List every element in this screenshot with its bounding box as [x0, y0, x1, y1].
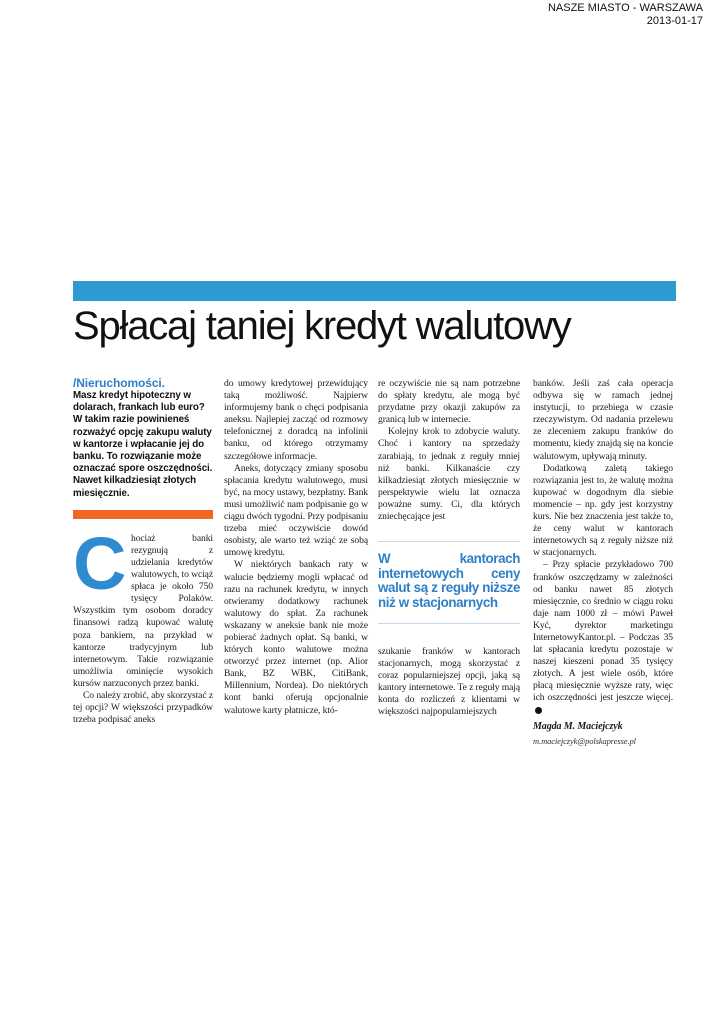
- drop-cap: C: [73, 521, 127, 605]
- body-paragraph: W niektórych bankach raty w walucie będziemy mogli wpłacać od razu na rachunek kredytu, w innych otwieramy dodatkowy rachunek walutowy do spłat. Za rachunek wskazany w aneksie bank nie może pobierać żadnych opłat. Są banki, w których konto walutowe można otworzyć przez internet (np. Alior Bank, BZ WBK, CitiBank, Millennium, Nordea). Do niektórych kont banki oferują opcjonalnie walutowe karty płatnicze, któ-: [224, 559, 368, 716]
- subhead-rule-top: [378, 541, 520, 542]
- title-accent-bar: [73, 281, 676, 301]
- body-start: [73, 521, 213, 690]
- subhead-rule-bottom: [378, 623, 520, 624]
- source-label: NASZE MIASTO - WARSZAWA: [547, 2, 703, 14]
- body-paragraph: Dodatkową zaletą takiego rozwiązania jest to, że walutę można kupować w dogodnym dla siebie momencie – np. gdy jest korzystny kurs. Nie bez znaczenia jest także to, że ceny walut w kantorach internetowych są z reguły niższe niż w stacjonarnych.: [533, 462, 673, 559]
- column-2: [224, 378, 368, 717]
- body-paragraph: hociaż banki rezygnują z udzielania kredytów walutowych, to wciąż spłaca je około 750 tysięcy Polaków. Wszystkim tym osobom doradcy finansowi radzą kupować walutę poza bankiem, na przykład w kantorze tradycyjnym lub internetowym. Takie rozwiązanie umożliwia ominięcie wysokich kursów narzuconych przez banki.: [73, 532, 213, 689]
- body-paragraph: re oczywiście nie są nam potrzebne do spłaty kredytu, ale mogą być przydatne przy okazji zakupów za granicą lub w internecie.: [378, 378, 520, 426]
- date-label: 2013-01-17: [646, 15, 703, 27]
- body-paragraph: Aneks, dotyczący zmiany sposobu spłacania kredytu walutowego, musi być, na mocy ustawy, bezpłatny. Bank musi umożliwić nam podpisanie go w ciągu dwóch tygodni. Przy podpisaniu trzeba mieć oczywiście dowód osobisty, ale warto też wziąć ze sobą umowę kredytu.: [224, 462, 368, 559]
- body-paragraph: do umowy kredytowej przewidujący taką możliwość. Najpierw informujemy bank o chęci podpisania aneksu. Najlepiej zacząć od rozmowy telefonicznej z doradcą na infolinii banku, od którego otrzymamy szczegółowe informacje.: [224, 378, 368, 462]
- body-paragraph: Kolejny krok to zdobycie waluty. Choć i kantory na sprzedaży zarabiają, to jednak z reguły mniej niż banki. Kilkanaście czy kilkadziesiąt złotych miesięcznie w perspektywie wielu lat oznacza poważne sumy. Ci, dla których zniechęcające jest: [378, 426, 520, 523]
- column-4: [533, 378, 673, 747]
- body-paragraph: Co należy zrobić, aby skorzystać z tej opcji? W większości przypadków trzeba podpisać aneks: [73, 690, 213, 726]
- author-name: Magda M. Maciejczyk: [533, 720, 623, 732]
- body-paragraph: [533, 559, 673, 716]
- article-lead: Masz kredyt hipoteczny w dolarach, frankach lub euro? W takim razie powinieneś rozważyć opcję zakupu waluty w kantorze i wpłacanie jej do banku. To rozwiązanie może oznaczać spore oszczędności. Nawet kilkadziesiąt złotych miesięcznie.: [73, 390, 213, 499]
- author-email: m.maciejczyk@polskapresse.pl: [533, 735, 636, 746]
- end-mark-icon: [535, 707, 542, 714]
- column-1: [73, 376, 213, 726]
- subheading: W kantorach internetowych ceny walut są z reguły niższe niż w stacjonarnych: [378, 551, 520, 610]
- lead-separator-bar: [73, 510, 213, 519]
- page-header: [548, 2, 703, 28]
- section-kicker: /Nieruchomości.: [73, 376, 165, 390]
- article-title: Spłacaj taniej kredyt walutowy: [73, 304, 571, 348]
- column-3: [378, 378, 520, 718]
- quote-text: – Przy spłacie przykładowo 700 franków oszczędzamy w zależności od banku nawet 85 złotych miesięcznie, co średnio w ciągu roku daje nam 1000 zł – mówi Paweł Kyć, dyrektor marketingu InternetowyKantor.pl. – Podczas 35 lat spłacania kredytu pozostaje w naszej kieszeni ponad 35 tysięcy złotych. A jest wiele osób, które płacą miesięcznie wyższe raty, więc ich oszczędności jest jeszcze więcej.: [533, 559, 673, 704]
- body-paragraph: szukanie franków w kantorach stacjonarnych, mogą skorzystać z coraz popularniejszej opcji, jaką są kantory internetowe. Te z reguły mają konta do rozliczeń z klientami w większości najpopularniejszych: [378, 645, 520, 717]
- body-paragraph: banków. Jeśli zaś cała operacja odbywa się w ramach jednej instytucji, to przebiega w czasie rzeczywistym. Od nadania przelewu ze zleceniem zakupu franków do momentu, kiedy znajdą się na koncie walutowym, upływają minuty.: [533, 378, 673, 462]
